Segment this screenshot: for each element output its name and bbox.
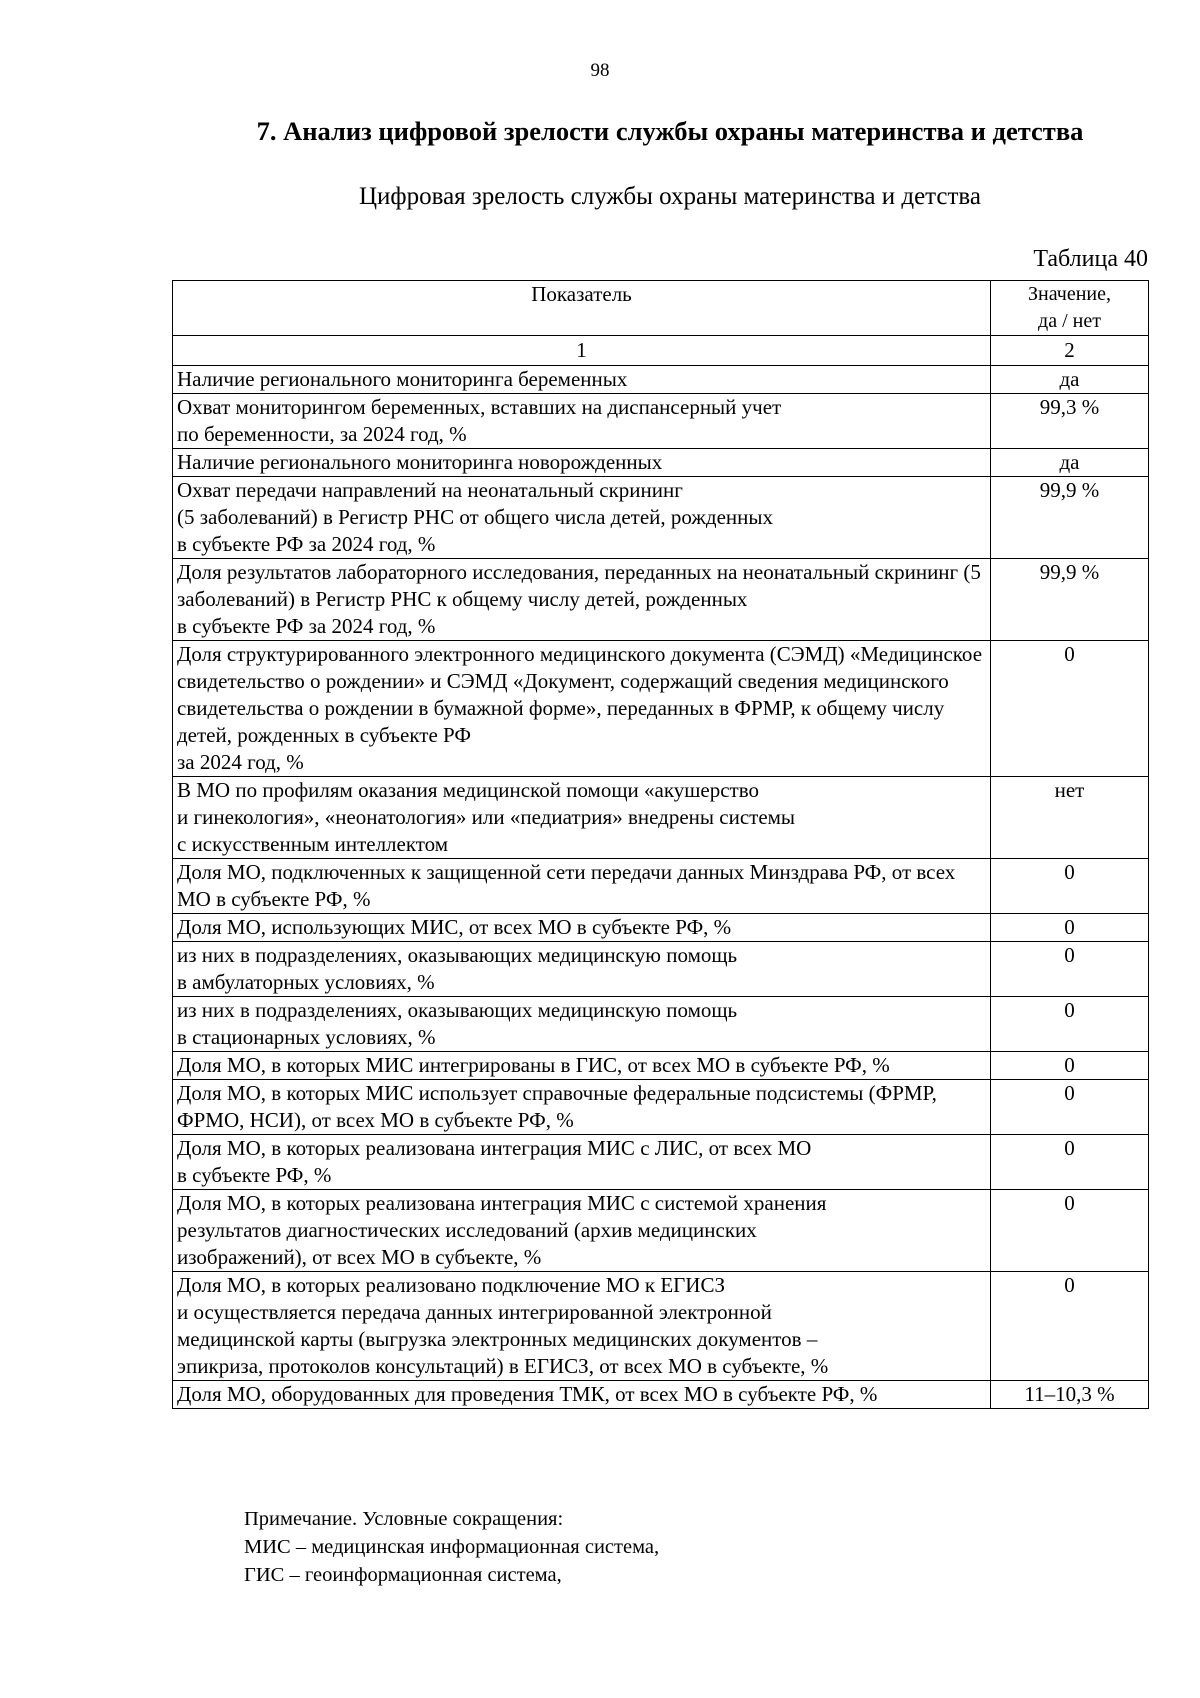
table-row xyxy=(173,942,1149,997)
value-cell: 0 xyxy=(991,942,1149,997)
table-row xyxy=(173,914,1149,942)
table-row xyxy=(173,1272,1149,1381)
value-cell: 11–10,3 % xyxy=(991,1381,1149,1409)
indicator-cell: В МО по профилям оказания медицинской помощи «акушерство и гинекология», «неонатология» или «педиатрия» внедрены системы с искусственным интеллектом xyxy=(173,777,991,859)
note-item: ГИС – геоинформационная система, xyxy=(244,1564,562,1586)
indicator-cell: Наличие регионального мониторинга новорожденных xyxy=(173,449,991,477)
value-cell: 0 xyxy=(991,641,1149,777)
value-cell: нет xyxy=(991,777,1149,859)
value-cell: 0 xyxy=(991,1272,1149,1381)
value-cell: 0 xyxy=(991,859,1149,914)
value-cell: да xyxy=(991,449,1149,477)
indicator-cell: Доля МО, в которых МИС интегрированы в ГИС, от всех МО в субъекте РФ, % xyxy=(173,1052,991,1080)
indicator-cell: Доля МО, в которых реализована интеграция МИС с системой хранения результатов диагностических исследований (архив медицинских изображений), от всех МО в субъекте, % xyxy=(173,1190,991,1272)
column-number-1: 1 xyxy=(173,336,991,366)
table-row xyxy=(173,366,1149,394)
section-heading: 7. Анализ цифровой зрелости службы охраны материнства и детства xyxy=(256,116,1084,146)
table-row xyxy=(173,394,1149,449)
table-label: Таблица 40 xyxy=(1033,246,1148,272)
table-title: Цифровая зрелость службы охраны материнства и детства xyxy=(358,183,982,210)
table-row xyxy=(173,859,1149,914)
table-row xyxy=(173,559,1149,641)
header-value: Значение, да / нет xyxy=(991,281,1149,336)
table-row xyxy=(173,1381,1149,1409)
indicator-cell: Доля МО, использующих МИС, от всех МО в субъекте РФ, % xyxy=(173,914,991,942)
table-row xyxy=(173,1080,1149,1135)
page-number: 98 xyxy=(590,60,610,81)
column-number-row xyxy=(173,336,1149,366)
indicators-table xyxy=(172,280,1149,1409)
value-cell: да xyxy=(991,366,1149,394)
indicator-cell: из них в подразделениях, оказывающих медицинскую помощь в амбулаторных условиях, % xyxy=(173,942,991,997)
indicator-cell: Доля МО, оборудованных для проведения ТМК, от всех МО в субъекте РФ, % xyxy=(173,1381,991,1409)
value-cell: 99,9 % xyxy=(991,477,1149,559)
value-cell: 99,3 % xyxy=(991,394,1149,449)
table-row xyxy=(173,449,1149,477)
value-cell: 99,9 % xyxy=(991,559,1149,641)
notes-title: Примечание. Условные сокращения: xyxy=(244,1508,564,1530)
indicator-cell: Доля результатов лабораторного исследования, переданных на неонатальный скрининг (5 заболеваний) в Регистр РНС к общему числу детей, рожденных в субъекте РФ за 2024 год, % xyxy=(173,559,991,641)
table-row xyxy=(173,477,1149,559)
indicator-cell: Доля МО, в которых реализовано подключение МО к ЕГИСЗ и осуществляется передача данных интегрированной электронной медицинской карты (выгрузка электронных медицинских документов – эпикриза, протоколов консультаций) в ЕГИСЗ, от всех МО в субъекте, % xyxy=(173,1272,991,1381)
value-cell: 0 xyxy=(991,997,1149,1052)
value-cell: 0 xyxy=(991,1052,1149,1080)
header-indicator: Показатель xyxy=(173,281,991,336)
table-row xyxy=(173,777,1149,859)
table-row xyxy=(173,1190,1149,1272)
value-cell: 0 xyxy=(991,1190,1149,1272)
notes xyxy=(244,1505,659,1589)
value-cell: 0 xyxy=(991,1135,1149,1190)
indicator-cell: Охват мониторингом беременных, вставших на диспансерный учет по беременности, за 2024 год, % xyxy=(173,394,991,449)
column-number-2: 2 xyxy=(991,336,1149,366)
table-header-row xyxy=(173,281,1149,336)
indicator-cell: Доля МО, в которых реализована интеграция МИС с ЛИС, от всех МО в субъекте РФ, % xyxy=(173,1135,991,1190)
indicator-cell: Доля МО, в которых МИС использует справочные федеральные подсистемы (ФРМР, ФРМО, НСИ), от всех МО в субъекте РФ, % xyxy=(173,1080,991,1135)
table-row xyxy=(173,1052,1149,1080)
table-row xyxy=(173,1135,1149,1190)
value-cell: 0 xyxy=(991,914,1149,942)
table-row xyxy=(173,997,1149,1052)
indicator-cell: Доля структурированного электронного медицинского документа (СЭМД) «Медицинское свидетельство о рождении» и СЭМД «Документ, содержащий сведения медицинского свидетельства о рождении в бумажной форме», переданных в ФРМР, к общему числу детей, рожденных в субъекте РФ за 2024 год, % xyxy=(173,641,991,777)
table-row xyxy=(173,641,1149,777)
indicator-cell: Доля МО, подключенных к защищенной сети передачи данных Минздрава РФ, от всех МО в субъекте РФ, % xyxy=(173,859,991,914)
indicator-cell: из них в подразделениях, оказывающих медицинскую помощь в стационарных условиях, % xyxy=(173,997,991,1052)
value-cell: 0 xyxy=(991,1080,1149,1135)
note-item: МИС – медицинская информационная система, xyxy=(244,1536,660,1558)
indicator-cell: Охват передачи направлений на неонатальный скрининг (5 заболеваний) в Регистр РНС от общего числа детей, рожденных в субъекте РФ за 2024 год, % xyxy=(173,477,991,559)
indicator-cell: Наличие регионального мониторинга беременных xyxy=(173,366,991,394)
